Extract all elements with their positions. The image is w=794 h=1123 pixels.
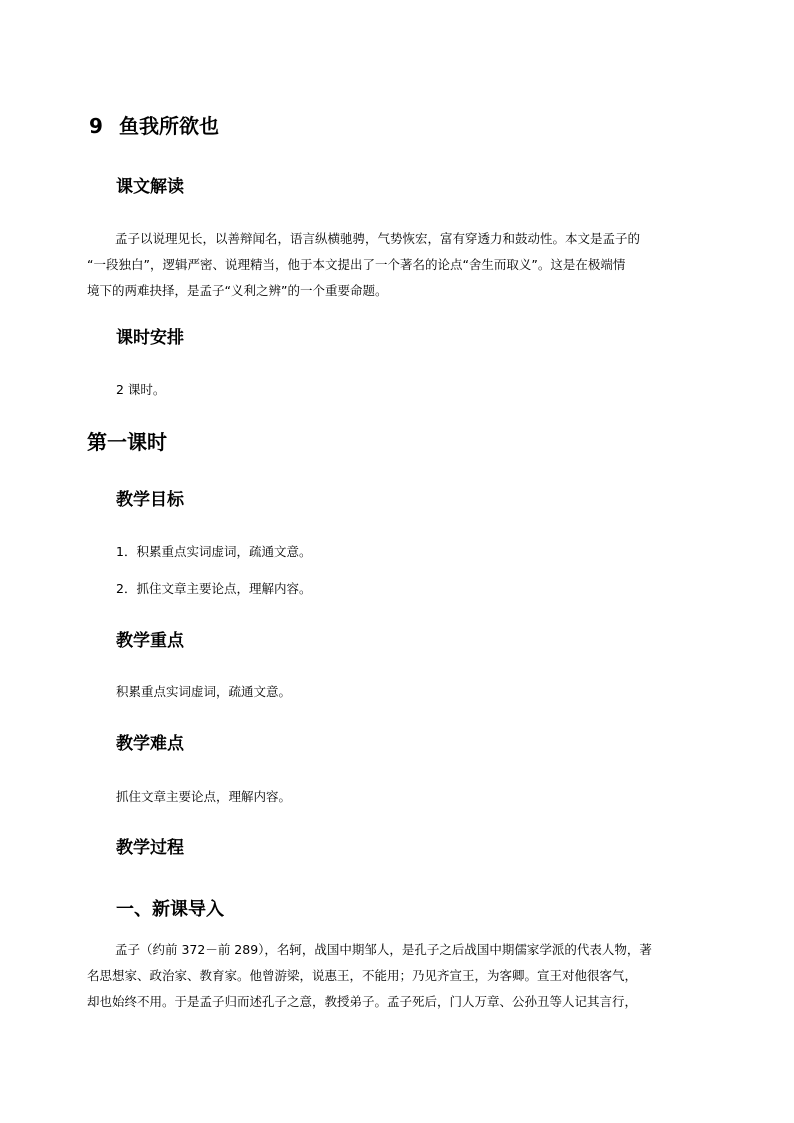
heading-keshi-anpai: 课时安排 <box>116 328 184 348</box>
heading-jiaoxue-zhongdian: 教学重点 <box>116 631 184 651</box>
paragraph-line: 孟子（约前 372－前 289），名轲，战国中期邹人，是孔子之后战国中期儒家学派的代表人物，著 <box>115 942 652 957</box>
paragraph-line: “一段独白”，逻辑严密、说理精当，他于本文提出了一个著名的论点“舍生而取义”。这是在极端情 <box>87 257 626 272</box>
paragraph-line: 却也始终不用。于是孟子归而述孔子之意，教授弟子。孟子死后，门人万章、公孙丑等人记其言行， <box>87 994 638 1009</box>
lesson-title <box>89 113 219 139</box>
paragraph-xinke-daoru <box>87 937 709 1015</box>
paragraph-line: 境下的两难抉择，是孟子“义利之辨”的一个重要命题。 <box>87 283 388 298</box>
nandian-text: 抓住文章主要论点，理解内容。 <box>116 789 292 804</box>
mubiao-item-1: 1．积累重点实词虚词，疏通文意。 <box>116 544 312 559</box>
paragraph-kewen-jiedu <box>87 226 709 304</box>
keshi-anpai-text: 2 课时。 <box>116 382 166 397</box>
lesson-title-text: 鱼我所欲也 <box>119 114 219 138</box>
lesson-number: 9 <box>89 114 103 138</box>
paragraph-line: 孟子以说理见长，以善辩闻名，语言纵横驰骋，气势恢宏，富有穿透力和鼓动性。本文是孟子的 <box>115 231 641 246</box>
heading-jiaoxue-guocheng: 教学过程 <box>116 838 184 858</box>
heading-kewen-jiedu: 课文解读 <box>116 177 184 197</box>
heading-xinke-daoru: 一、新课导入 <box>116 899 224 920</box>
mubiao-item-2: 2．抓住文章主要论点，理解内容。 <box>116 581 312 596</box>
paragraph-line: 名思想家、政治家、教育家。他曾游梁，说惠王，不能用；乃见齐宣王，为客卿。宣王对他很客气， <box>87 968 638 983</box>
heading-jiaoxue-mubiao: 教学目标 <box>116 490 184 510</box>
zhongdian-text: 积累重点实词虚词，疏通文意。 <box>116 684 292 699</box>
heading-jiaoxue-nandian: 教学难点 <box>116 734 184 754</box>
heading-diyi-keshi: 第一课时 <box>87 430 167 454</box>
